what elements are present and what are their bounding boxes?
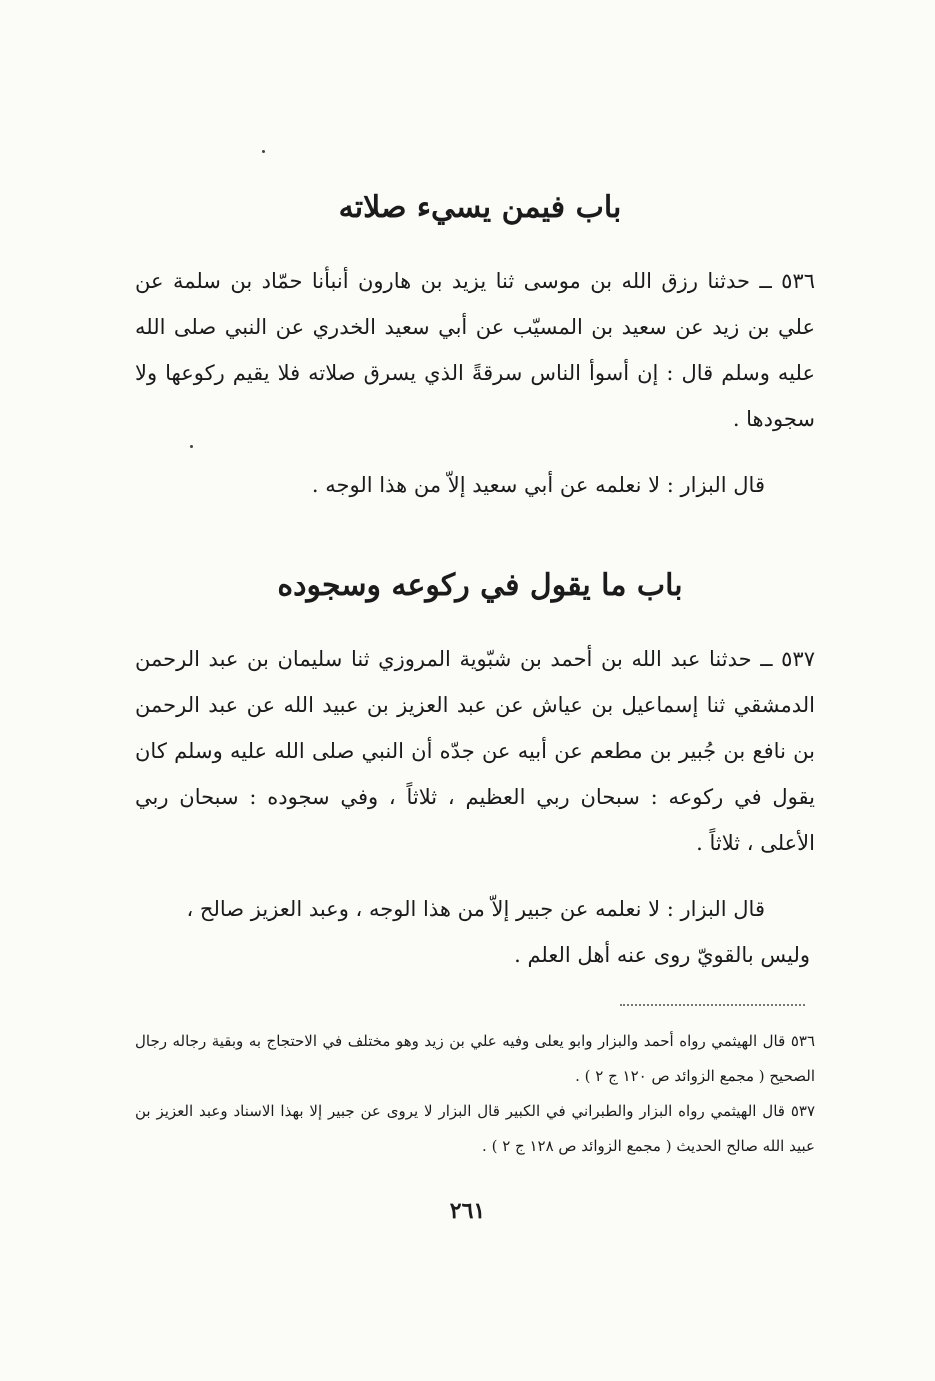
footnote-537: ٥٣٧ قال الهيثمي رواه البزار والطبراني في الكبير قال البزار لا يروى عن جبير إلا بهذا الاسناد وعبد العزيز بن عبيد الله صالح الحديث ( مجمع الزوائد ص ١٢٨ ج ٢ ) . xyxy=(135,1102,815,1155)
bazzar-note-537: قال البزار : لا نعلمه عن جبير إلاّ من هذا الوجه ، وعبد العزيز صالح ، وليس بالقويّ روى عنه أهل العلم . xyxy=(186,897,810,967)
hadith-537: ٥٣٧ ــ حدثنا عبد الله بن أحمد بن شبّوية المروزي ثنا سليمان بن عبد الرحمن الدمشقي ثنا إسماعيل بن عياش عن عبد العزيز بن عبيد الله عن عبد الرحمن بن نافع بن جُبير بن مطعم عن أبيه عن جدّه أن النبي صلى الله عليه وسلم كان يقول في ركوعه : سبحان ربي العظيم ، ثلاثاً ، وفي سجوده : سبحان ربي الأعلى ، ثلاثاً . xyxy=(135,647,815,855)
hadith-536: ٥٣٦ ــ حدثنا رزق الله بن موسى ثنا يزيد بن هارون أنبأنا حمّاد بن سلمة عن علي بن زيد عن سعيد بن المسيّب عن أبي سعيد الخدري عن النبي صلى الله عليه وسلم قال : إن أسوأ الناس سرقةً الذي يسرق صلاته فلا يقيم ركوعها ولا سجودها . xyxy=(135,269,815,431)
footnotes xyxy=(135,1024,815,1164)
section-heading-1: باب فيمن يسيء صلاته xyxy=(338,190,622,225)
page-number: ٢٦١ xyxy=(449,1198,486,1224)
ink-speck xyxy=(262,150,265,153)
footnote-divider xyxy=(620,1004,805,1006)
ink-speck xyxy=(190,445,193,448)
bazzar-note-536: قال البزار : لا نعلمه عن أبي سعيد إلاّ من هذا الوجه . xyxy=(311,473,765,497)
section-heading-2: باب ما يقول في ركوعه وسجوده xyxy=(277,568,683,603)
footnote-536: ٥٣٦ قال الهيثمي رواه أحمد والبزار وابو يعلى وفيه علي بن زيد وهو مختلف في الاحتجاج به وبقية رجاله رجال الصحيح ( مجمع الزوائد ص ١٢٠ ج ٢ ) . xyxy=(135,1032,815,1085)
